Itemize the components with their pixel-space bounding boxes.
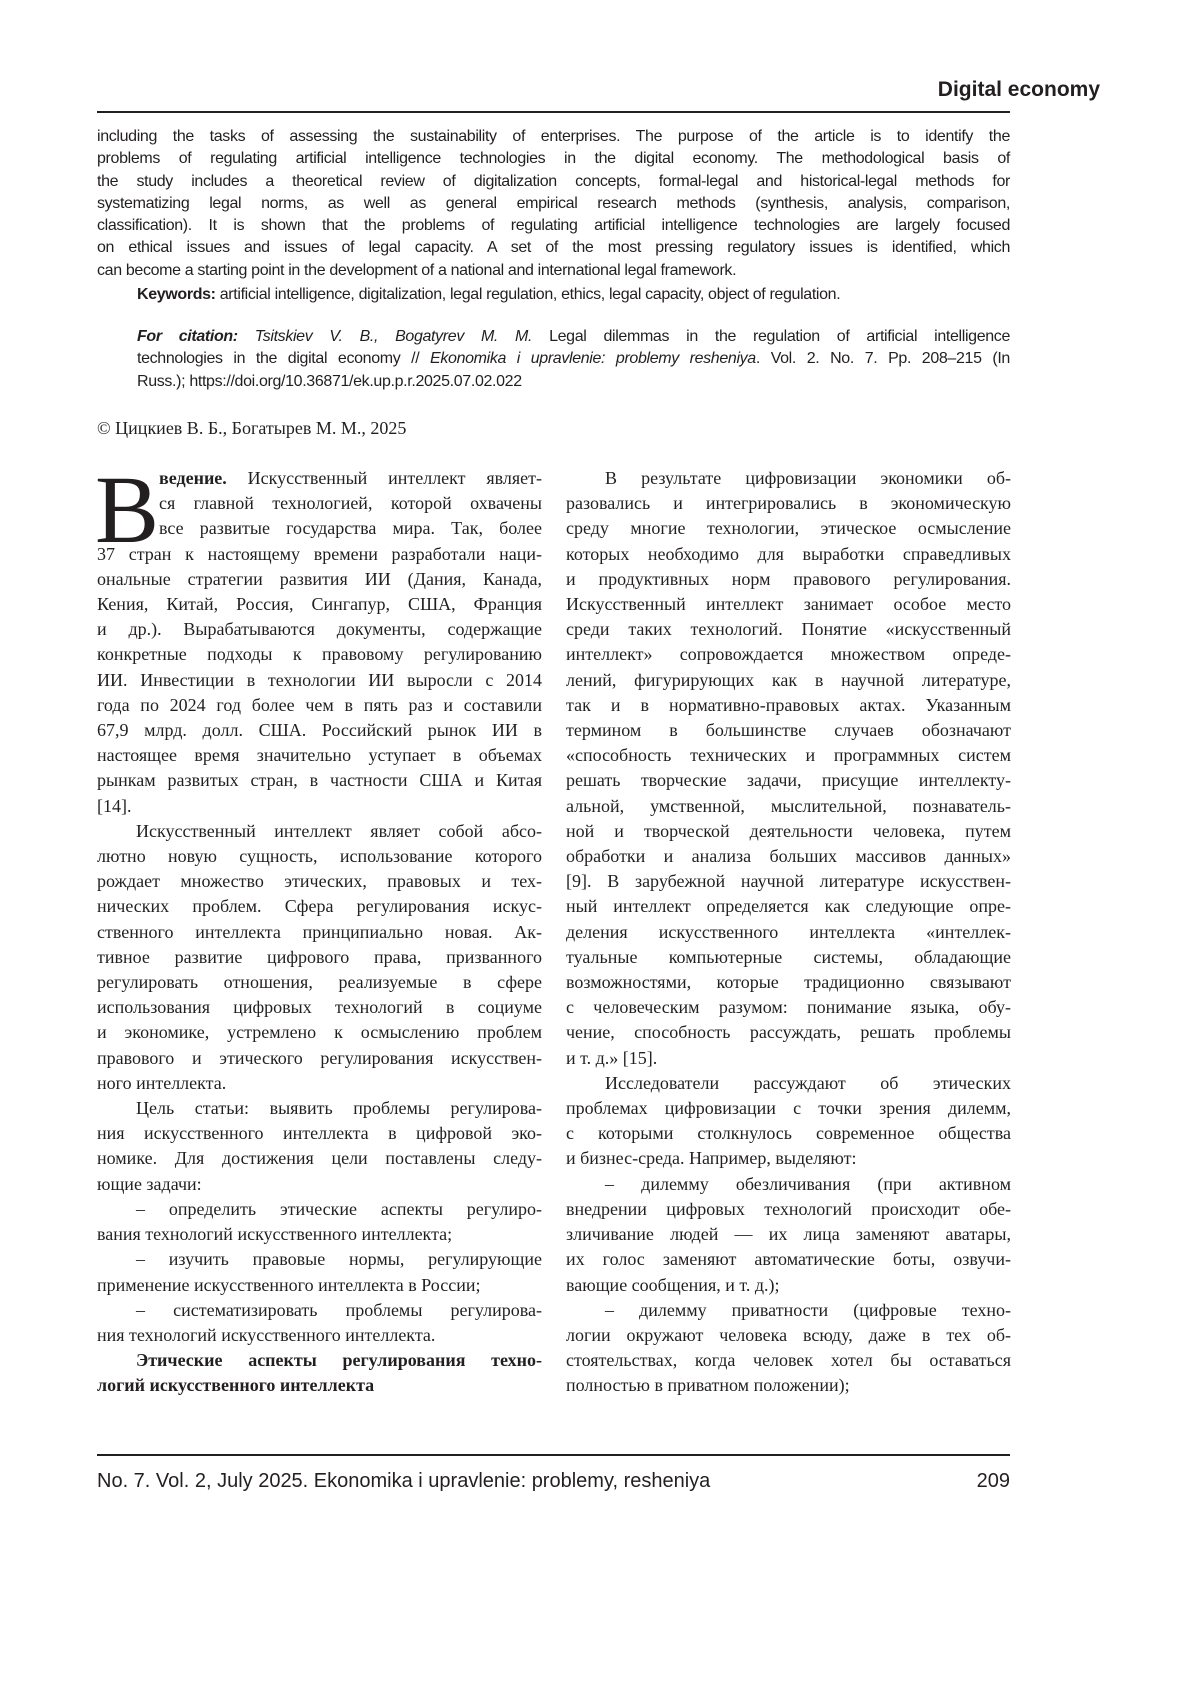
citation-doi[interactable]: Russ.); https://doi.org/10.36871/ek.up.p.r.2025.07.02.022 bbox=[137, 371, 1010, 393]
text-line: ный интеллект определяется как следующие опре- bbox=[566, 894, 1011, 919]
page-number: 209 bbox=[977, 1470, 1010, 1493]
citation-volume: . Vol. 2. No. 7. Pp. 208–215 (In bbox=[756, 350, 1010, 367]
abstract-line: classification). It is shown that the problems of regulating artificial intelligence technologies are largely focused bbox=[97, 215, 1010, 237]
text-line: и др.). Вырабатываются документы, содержащие bbox=[97, 617, 542, 642]
text-line: [14]. bbox=[97, 794, 542, 819]
text-line: и экономике, устремлено к осмыслению проблем bbox=[97, 1020, 542, 1045]
abstract-line: problems of regulating artificial intelligence technologies in the digital economy. The methodological basis of bbox=[97, 148, 1010, 170]
text-line: которых необходимо для выработки справедливых bbox=[566, 542, 1011, 567]
text-line: тивное развитие цифрового права, призванного bbox=[97, 945, 542, 970]
text-line: деления искусственного интеллекта «интеллек- bbox=[566, 920, 1011, 945]
footer-rule bbox=[97, 1454, 1010, 1456]
text-line: ИИ. Инвестиции в технологии ИИ выросли с 2014 bbox=[97, 668, 542, 693]
text-line: «способность технических и программных систем bbox=[566, 743, 1011, 768]
text-line: – дилемму обезличивания (при активном bbox=[566, 1172, 1011, 1197]
text-line: внедрении цифровых технологий происходит обе- bbox=[566, 1197, 1011, 1222]
text-line: интеллект» сопровождается множеством опреде- bbox=[566, 642, 1011, 667]
section-header: Digital economy bbox=[938, 78, 1100, 102]
text-line: и продуктивных норм правового регулирования. bbox=[566, 567, 1011, 592]
citation-title: Legal dilemmas in the regulation of artificial intelligence bbox=[532, 328, 1010, 345]
text-line: так и в нормативно-правовых актах. Указанным bbox=[566, 693, 1011, 718]
text-line: зличивание людей — их лица заменяют аватары, bbox=[566, 1222, 1011, 1247]
text-line: номике. Для достижения цели поставлены следу- bbox=[97, 1146, 542, 1171]
text-line: разовались и интегрировались в экономическую bbox=[566, 491, 1011, 516]
text-line: ния технологий искусственного интеллекта. bbox=[97, 1323, 542, 1348]
text-line: среду многие технологии, этическое осмысление bbox=[566, 516, 1011, 541]
text-line: регулировать отношения, реализуемые в сфере bbox=[97, 970, 542, 995]
text-line: Искусственный интеллект занимает особое место bbox=[566, 592, 1011, 617]
citation-line bbox=[137, 348, 1010, 370]
keywords-text: artificial intelligence, digitalization, legal regulation, ethics, legal capacity, object of regulation. bbox=[216, 286, 841, 303]
text-line: рождает множество этических, правовых и тех- bbox=[97, 869, 542, 894]
text-line: – определить этические аспекты регулиро- bbox=[97, 1197, 542, 1222]
text-line: логии окружают человека всюду, даже в тех об- bbox=[566, 1323, 1011, 1348]
abstract bbox=[97, 126, 1010, 282]
text-line: ной и творческой деятельности человека, путем bbox=[566, 819, 1011, 844]
text-line: Кения, Китай, Россия, Сингапур, США, Франция bbox=[97, 592, 542, 617]
citation-authors: Tsitskiev V. B., Bogatyrev M. M. bbox=[238, 328, 532, 345]
text-line: среди таких технологий. Понятие «искусственный bbox=[566, 617, 1011, 642]
text-line: – дилемму приватности (цифровые техно- bbox=[566, 1298, 1011, 1323]
text-line: 37 стран к настоящему времени разработали наци- bbox=[97, 542, 542, 567]
text-line: с человеческим разумом: понимание языка, обу- bbox=[566, 995, 1011, 1020]
text-line: вающие сообщения, и т. д.); bbox=[566, 1273, 1011, 1298]
text-line: ного интеллекта. bbox=[97, 1071, 542, 1096]
text-line: полностью в приватном положении); bbox=[566, 1373, 1011, 1398]
abstract-line: the study includes a theoretical review of digitalization concepts, formal-legal and historical-legal methods for bbox=[97, 171, 1010, 193]
text-line: – изучить правовые нормы, регулирующие bbox=[97, 1247, 542, 1272]
text-line: все развитые государства мира. Так, более bbox=[97, 516, 542, 541]
text-line: ся главной технологией, которой охвачены bbox=[97, 491, 542, 516]
text-line: Исследователи рассуждают об этических bbox=[566, 1071, 1011, 1096]
text-line: туальные компьютерные системы, обладающие bbox=[566, 945, 1011, 970]
text-line: с которыми столкнулось современное общества bbox=[566, 1121, 1011, 1146]
citation-label: For citation: bbox=[137, 328, 238, 345]
text-line: и бизнес-среда. Например, выделяют: bbox=[566, 1146, 1011, 1171]
text-line: термином в большинстве случаев обозначают bbox=[566, 718, 1011, 743]
text-line: ющие задачи: bbox=[97, 1172, 542, 1197]
text-line: конкретные подходы к правовому регулированию bbox=[97, 642, 542, 667]
text-line: лений, фигурирующих как в научной литературе, bbox=[566, 668, 1011, 693]
text-line: применение искусственного интеллекта в России; bbox=[97, 1273, 542, 1298]
text-line: года по 2024 год более чем в пять раз и составили bbox=[97, 693, 542, 718]
text-line: возможностями, которые традиционно связывают bbox=[566, 970, 1011, 995]
lead-heading: ведение. bbox=[159, 468, 227, 488]
text-line: логий искусственного интеллекта bbox=[97, 1373, 542, 1398]
text-line: ведение. Искусственный интеллект являет- bbox=[97, 466, 542, 491]
header-rule bbox=[97, 111, 1010, 113]
text-line: их голос заменяют автоматические боты, озвучи- bbox=[566, 1247, 1011, 1272]
text-line: лютно новую сущность, использование которого bbox=[97, 844, 542, 869]
text-line: решать творческие задачи, присущие интеллекту- bbox=[566, 768, 1011, 793]
abstract-line: on ethical issues and issues of legal capacity. A set of the most pressing regulatory issues is identified, which bbox=[97, 237, 1010, 259]
citation bbox=[137, 326, 1010, 393]
citation-journal: Ekonomika i upravlenie: problemy resheniya bbox=[430, 350, 756, 367]
text-line: [9]. В зарубежной научной литературе искусствен- bbox=[566, 869, 1011, 894]
text-line: и т. д.» [15]. bbox=[566, 1046, 1011, 1071]
text-line: ональные стратегии развития ИИ (Дания, Канада, bbox=[97, 567, 542, 592]
text-line: использования цифровых технологий в социуме bbox=[97, 995, 542, 1020]
text-line: стоятельствах, когда человек хотел бы оставаться bbox=[566, 1348, 1011, 1373]
text-line: правового и этического регулирования искусствен- bbox=[97, 1046, 542, 1071]
text-line: 67,9 млрд. долл. США. Российский рынок ИИ в bbox=[97, 718, 542, 743]
citation-line bbox=[137, 326, 1010, 348]
text-line: чение, способность рассуждать, решать проблемы bbox=[566, 1020, 1011, 1045]
text-line: Цель статьи: выявить проблемы регулирова- bbox=[97, 1096, 542, 1121]
text-line: ния искусственного интеллекта в цифровой эко- bbox=[97, 1121, 542, 1146]
abstract-line: systematizing legal norms, as well as general empirical research methods (synthesis, analysis, comparison, bbox=[97, 193, 1010, 215]
copyright: © Цицкиев В. Б., Богатырев М. М., 2025 bbox=[97, 418, 406, 439]
text-line: Этические аспекты регулирования техно- bbox=[97, 1348, 542, 1373]
footer bbox=[97, 1470, 1010, 1493]
abstract-line: can become a starting point in the development of a national and international legal framework. bbox=[97, 260, 1010, 282]
text-line: настоящее время значительно уступает в объемах bbox=[97, 743, 542, 768]
text-line: нических проблем. Сфера регулирования искус- bbox=[97, 894, 542, 919]
text-line: ственного интеллекта принципиально новая. Ак- bbox=[97, 920, 542, 945]
text-line: рынкам развитых стран, в частности США и Китая bbox=[97, 768, 542, 793]
text-line: обработки и анализа больших массивов данных» bbox=[566, 844, 1011, 869]
drop-cap: В bbox=[95, 470, 159, 550]
keywords-label: Keywords: bbox=[137, 286, 216, 303]
keywords bbox=[137, 286, 1010, 304]
text-line: Искусственный интеллект являет собой абсо- bbox=[97, 819, 542, 844]
abstract-line: including the tasks of assessing the sustainability of enterprises. The purpose of the article is to identify the bbox=[97, 126, 1010, 148]
text-line: проблемах цифровизации с точки зрения дилемм, bbox=[566, 1096, 1011, 1121]
right-column bbox=[566, 466, 1011, 1399]
footer-journal: No. 7. Vol. 2, July 2025. Ekonomika i upravlenie: problemy, resheniya bbox=[97, 1470, 710, 1492]
left-column bbox=[97, 466, 542, 1399]
citation-title-end: technologies in the digital economy // bbox=[137, 350, 430, 367]
text-line: вания технологий искусственного интеллекта; bbox=[97, 1222, 542, 1247]
text-line: альной, умственной, мыслительной, познаватель- bbox=[566, 794, 1011, 819]
text-line: В результате цифровизации экономики об- bbox=[566, 466, 1011, 491]
text-line: – систематизировать проблемы регулирова- bbox=[97, 1298, 542, 1323]
